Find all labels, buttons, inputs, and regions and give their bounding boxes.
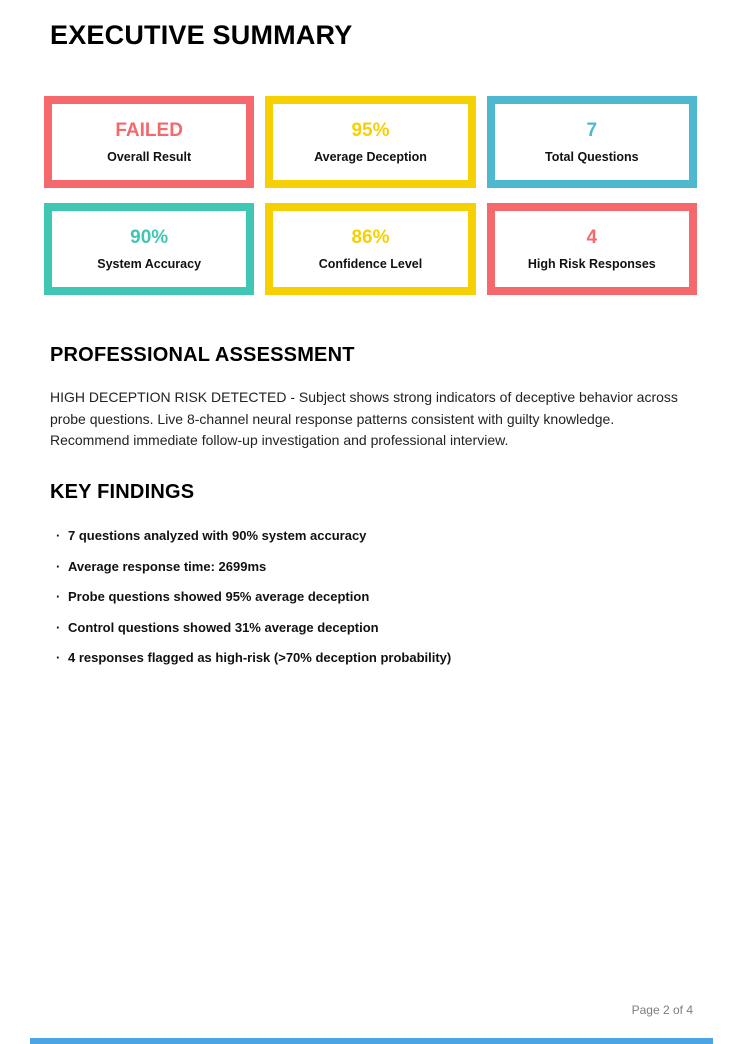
stat-label: Average Deception [314,150,427,165]
page-title: EXECUTIVE SUMMARY [50,20,353,50]
stat-value: 4 [586,226,598,248]
stat-cards-grid [44,96,697,295]
stat-label: Confidence Level [318,257,423,272]
professional-assessment-body: HIGH DECEPTION RISK DETECTED - Subject shows strong indicators of deceptive behavior across probe questions. Live 8-channel neural response patterns consistent with guilty knowledge. Recommend immediate follow-up investigation and professional interview. [50,389,678,448]
next-page-banner-edge [30,1038,713,1044]
stat-value: 86% [351,226,390,248]
stat-card-confidence-level [265,203,475,295]
stat-value: 90% [130,226,169,248]
stat-label: Overall Result [107,150,192,165]
stat-card-system-accuracy [44,203,254,295]
stat-value: FAILED [115,119,183,141]
key-findings-heading: KEY FINDINGS [50,481,195,503]
stat-label: High Risk Responses [527,257,656,272]
stat-label: System Accuracy [97,257,202,272]
key-finding-item: · 4 responses flagged as high-risk (>70% deception probability) [50,650,693,665]
stat-card-overall-result [44,96,254,188]
page-number: Page 2 of 4 [631,1003,693,1017]
stat-label: Total Questions [545,150,639,165]
professional-assessment-section [50,344,693,452]
stat-card-average-deception [265,96,475,188]
key-finding-item: · 7 questions analyzed with 90% system accuracy [50,528,693,543]
stat-card-high-risk-responses [487,203,697,295]
key-finding-item: · Control questions showed 31% average deception [50,620,693,635]
stat-value: 7 [586,119,598,141]
key-finding-item: · Probe questions showed 95% average deception [50,589,693,604]
stat-card-total-questions [487,96,697,188]
key-findings-section [50,481,693,681]
stat-value: 95% [351,119,390,141]
key-findings-list [50,528,693,665]
professional-assessment-heading: PROFESSIONAL ASSESSMENT [50,344,355,366]
key-finding-item: · Average response time: 2699ms [50,559,693,574]
